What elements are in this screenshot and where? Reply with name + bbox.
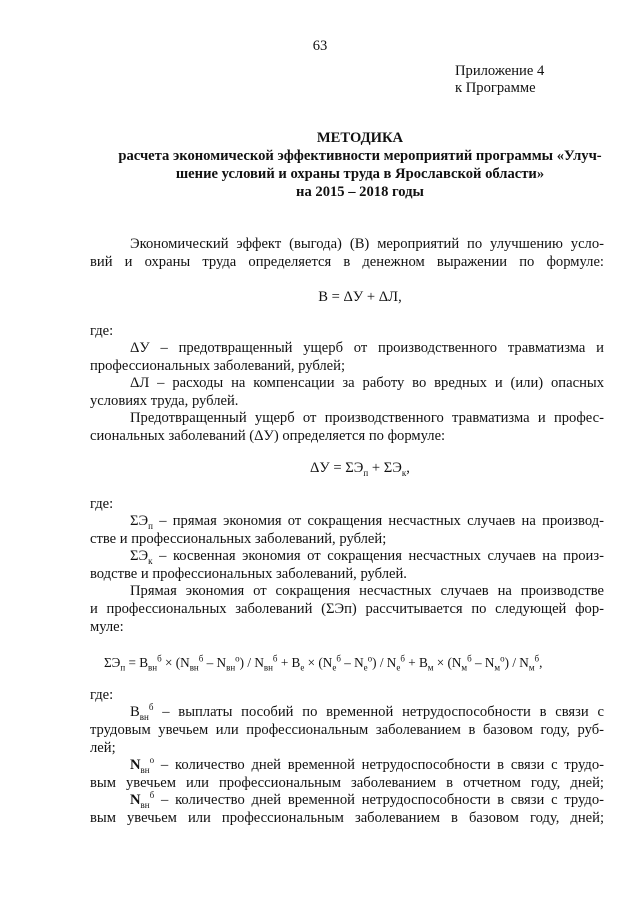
formula-superscript: б	[272, 653, 278, 664]
where-label-2: где:	[90, 496, 114, 512]
formula-superscript: б	[157, 653, 162, 664]
where-label-3: где:	[90, 687, 114, 703]
def-dL-line-2: условиях труда, рублей.	[90, 393, 239, 409]
formula-subscript: е	[363, 662, 368, 673]
where-label-1: где:	[90, 323, 114, 339]
formula-subscript: м	[494, 662, 501, 673]
para2-line-1: Предотвращенный ущерб от производственного травматизма и профес-	[130, 410, 604, 426]
appendix-line-1: Приложение 4	[455, 63, 545, 79]
formula-subscript: е	[396, 662, 401, 673]
formula-subscript: вн	[189, 662, 199, 673]
def-Bvn-line-3: лей;	[90, 740, 116, 756]
formula-superscript: о	[500, 653, 505, 664]
formula-superscript: б	[336, 653, 341, 664]
appendix-line-2: к Программе	[455, 80, 536, 96]
formula-superscript: б	[400, 653, 405, 664]
formula-subscript: п	[120, 662, 126, 673]
formula-subscript: е	[300, 662, 305, 673]
formula-benefit: В = ΔУ + ΔЛ,	[318, 289, 402, 305]
def-dU-line-2: профессиональных заболеваний, рублей;	[90, 358, 346, 374]
title-line-4: на 2015 – 2018 годы	[296, 184, 424, 200]
para3-line-3: муле:	[90, 619, 124, 635]
title-heading: МЕТОДИКА	[316, 130, 404, 146]
para1-line-2: вий и охраны труда определяется в денежном выражении по формуле:	[90, 254, 604, 270]
title-line-2: расчета экономической эффективности мероприятий программы «Улуч-	[118, 148, 602, 164]
formula-superscript: б	[467, 653, 472, 664]
para2-line-2: сиональных заболеваний (ΔУ) определяется по формуле:	[90, 428, 446, 444]
def-Ep-line-1: $\Sigma Э_п$ – прямая экономия от сокращения несчастных случаев на производ-	[130, 513, 604, 531]
formula-superscript: б	[198, 653, 204, 664]
def-Ek-line-2: водстве и профессиональных заболеваний, рублей.	[90, 566, 407, 582]
page-number: 63	[312, 38, 328, 54]
formula-subscript: вн	[263, 662, 273, 673]
para1-line-1: Экономический эффект (выгода) (В) мероприятий по улучшению усло-	[130, 236, 604, 252]
def-Bvn-line-2: трудовым увечьем или профессиональным заболеванием в базовом году, руб-	[90, 722, 604, 738]
para3-line-1: Прямая экономия от сокращения несчастных случаев на производстве	[130, 583, 604, 599]
formula-superscript: б	[534, 653, 540, 664]
def-Ek-line-1: $\Sigma Э_к$ – косвенная экономия от сокращения несчастных случаев на произ-	[130, 548, 604, 566]
def-Nvn-b-line-2: вым увечьем или профессиональным заболеванием в базовом году, дней;	[90, 810, 604, 826]
def-dL-line-1: ΔЛ – расходы на компенсации за работу во вредных и (или) опасных	[130, 375, 604, 391]
formula-direct-savings: $\Sigma Э_п = В_{вн}^б \times (N_{вн}^б - N_{вн}^о) / N_{вн}^б + В_е \times (N_е^б - N_е^о) / N_е^б + В_м \times (N_м^б - N_м^о) / N_м^б$,	[104, 653, 543, 673]
formula-subscript: м	[528, 662, 535, 673]
formula-subscript: е	[332, 662, 337, 673]
formula-subscript: м	[427, 662, 434, 673]
title-line-3: шение условий и охраны труда в Ярославской области»	[175, 166, 545, 182]
formula-superscript: о	[235, 653, 240, 664]
def-Nvn-b-line-1: $N_{вн}^б$ – количество дней временной нетрудоспособности в связи с трудо-	[130, 790, 604, 810]
para3-line-2: и профессиональных заболеваний (ΣЭп) рассчитывается по следующей фор-	[90, 601, 604, 617]
def-Ep-line-2: стве и профессиональных заболеваний, рублей;	[90, 531, 387, 547]
def-dU-line-1: ΔУ – предотвращенный ущерб от производственного травматизма и	[130, 340, 604, 356]
def-Bvn-line-1: $В_{вн}^б$ – выплаты пособий по временной нетрудоспособности в связи с	[130, 702, 604, 722]
formula-subscript: вн	[226, 662, 236, 673]
def-Nvn-o-line-1: $N_{вн}^о$ – количество дней временной нетрудоспособности в связи с трудо-	[130, 755, 604, 775]
formula-subscript: вн	[148, 662, 158, 673]
formula-superscript: о	[367, 653, 373, 664]
formula-subscript: м	[461, 662, 468, 673]
formula-damage: $\Delta У = \Sigma Э_п + \Sigma Э_к$,	[310, 460, 410, 478]
def-Nvn-o-line-2: вым увечьем или профессиональным заболеванием в отчетном году, дней;	[90, 775, 604, 791]
